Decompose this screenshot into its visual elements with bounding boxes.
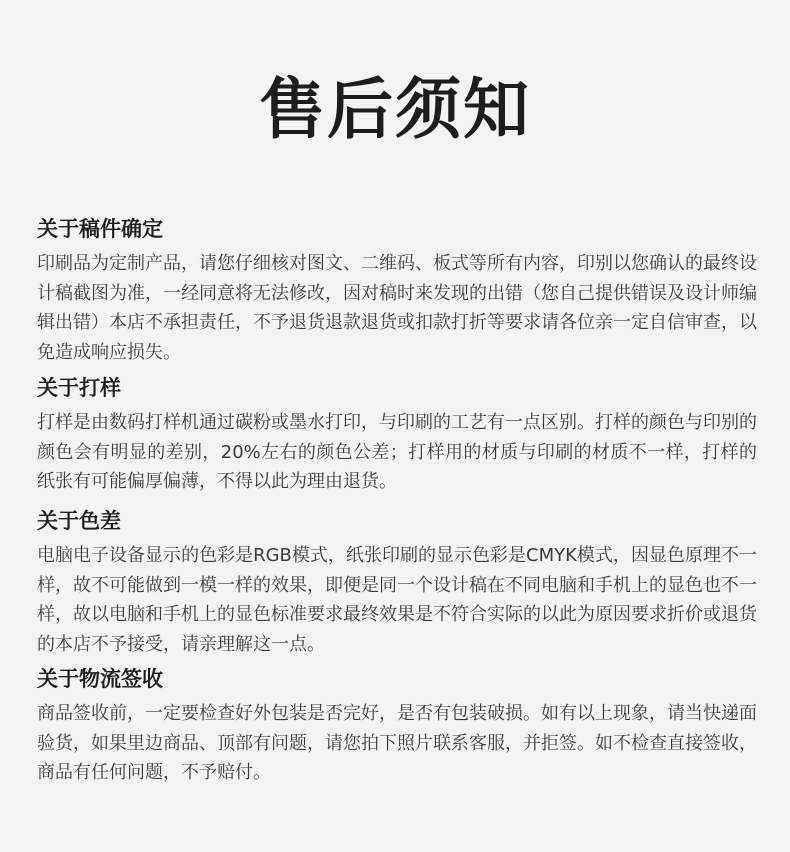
page-title: 售后须知 bbox=[259, 71, 531, 148]
section-color-difference bbox=[37, 507, 757, 659]
section-proofing bbox=[37, 374, 757, 497]
section-draft-confirmation bbox=[37, 215, 757, 367]
section-body: 印刷品为定制产品，请您仔细核对图文、二维码、板式等所有内容，印别以您确认的最终设计稿截图为准，一经同意将无法修改，因对稿时来发现的出错（您自己提供错误及设计师编辑出错）本店不承担责任，不予退货退款退货或扣款打折等要求请各位亲一定自信审查，以免造成响应损失。 bbox=[37, 253, 757, 363]
section-body: 打样是由数码打样机通过碳粉或墨水打印，与印刷的工艺有一点区别。打样的颜色与印别的颜色会有明显的差别，20%左右的颜色公差；打样用的材质与印刷的材质不一样，打样的纸张有可能偏厚偏薄，不得以此为理由退货。 bbox=[37, 412, 757, 492]
section-heading: 关于稿件确定 bbox=[37, 217, 163, 241]
section-logistics-receipt bbox=[37, 665, 757, 788]
section-heading: 关于打样 bbox=[37, 376, 121, 400]
section-body: 商品签收前，一定要检查好外包装是否完好，是否有包装破损。如有以上现象，请当快递面验货，如果里边商品、顶部有问题，请您拍下照片联系客服，并拒签。如不检查直接签收，商品有任何问题，不予赔付。 bbox=[37, 703, 757, 783]
section-heading: 关于色差 bbox=[37, 509, 121, 533]
section-heading: 关于物流签收 bbox=[37, 667, 163, 691]
section-body: 电脑电子设备显示的色彩是RGB模式，纸张印刷的显示色彩是CMYK模式，因显色原理不一样，故不可能做到一模一样的效果，即便是同一个设计稿在不同电脑和手机上的显色也不一样，故以电脑和手机上的显色标准要求最终效果是不符合实际的以此为原因要求折价或退货的本店不予接受，请亲理解这一点。 bbox=[37, 545, 757, 655]
